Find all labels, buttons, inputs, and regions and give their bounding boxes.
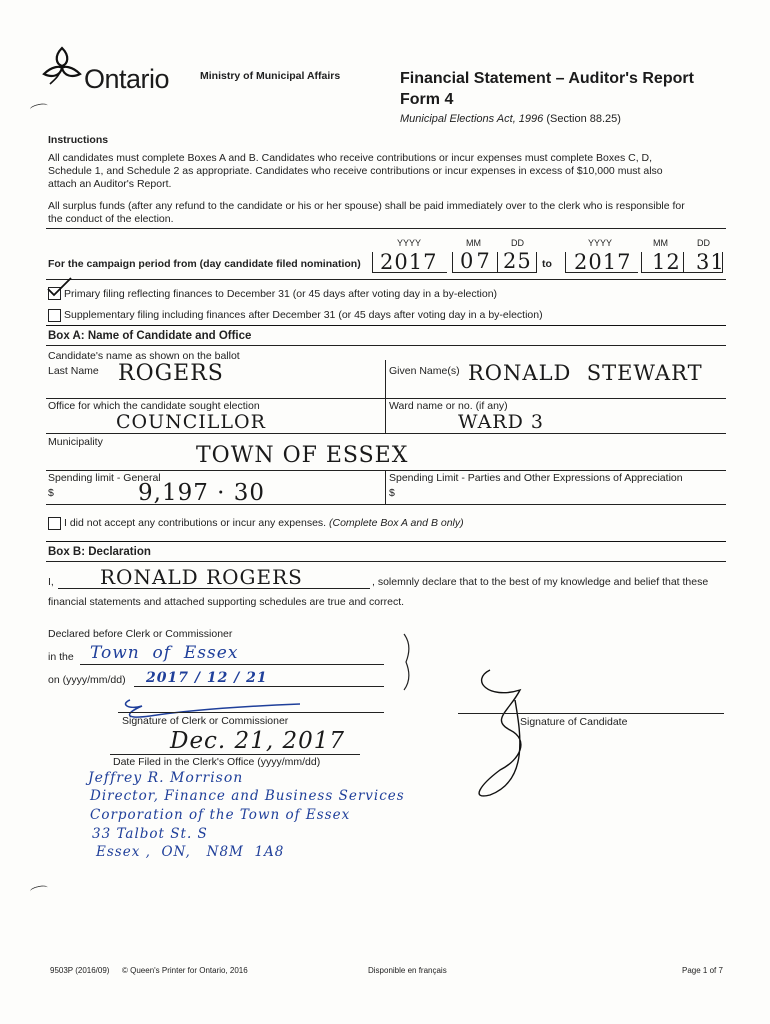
box-b-heading: Box B: Declaration	[48, 546, 151, 558]
supplementary-filing-checkbox[interactable]	[48, 309, 61, 322]
field-divider	[385, 470, 386, 504]
municipality-label: Municipality	[48, 436, 103, 448]
spending-general-label: Spending limit - General	[48, 472, 161, 484]
to-label: to	[542, 258, 552, 270]
declared-before-label: Declared before Clerk or Commissioner	[48, 628, 233, 640]
no-contributions-checkbox[interactable]	[48, 517, 61, 530]
on-date-label: on (yyyy/mm/dd)	[48, 674, 126, 686]
divider	[46, 504, 726, 505]
to-year-value: 2017	[574, 250, 632, 274]
form-number: 9503P (2016/09)	[50, 966, 110, 975]
page-number: Page 1 of 7	[682, 966, 723, 975]
instructions-para2	[48, 200, 738, 226]
clerk-stamp-line: Jeffrey R. Morrison	[88, 770, 244, 786]
instructions-para2-line2: the conduct of the election.	[48, 213, 174, 225]
declarant-line	[58, 588, 370, 589]
clerk-signature-line	[118, 712, 384, 713]
field-divider	[385, 360, 386, 400]
divider	[46, 345, 726, 346]
no-contributions-note: (Complete Box A and B only)	[329, 517, 464, 529]
form-title-line1: Financial Statement – Auditor's Report	[400, 70, 694, 87]
brace-mark	[400, 632, 414, 692]
primary-filing-label: Primary filing reflecting finances to December 31 (or 45 days after voting day in a by-election)	[64, 288, 498, 300]
date-col-label: YYYY	[588, 238, 613, 248]
divider	[46, 279, 726, 280]
no-contributions-text: I did not accept any contributions or incur any expenses.	[64, 517, 327, 529]
clerk-signature-label: Signature of Clerk or Commissioner	[122, 715, 289, 727]
ballot-name-label: Candidate's name as shown on the ballot	[48, 350, 240, 362]
date-filed-label: Date Filed in the Clerk's Office (yyyy/mm/dd)	[113, 756, 321, 768]
divider	[46, 541, 726, 542]
dollar-sign: $	[389, 487, 395, 499]
date-col-label: MM	[466, 238, 481, 248]
no-contributions-label	[64, 517, 464, 529]
divider	[46, 398, 726, 399]
divider	[46, 228, 726, 229]
declaration-i-label: I,	[48, 576, 54, 588]
given-name-value: RONALD STEWART	[468, 361, 703, 385]
divider	[46, 470, 726, 471]
field-divider	[385, 398, 386, 433]
declarant-name: RONALD ROGERS	[100, 565, 303, 589]
to-day-value: 31	[696, 250, 725, 274]
campaign-period-label: For the campaign period from (day candidate filed nomination)	[48, 258, 361, 270]
from-day-value: 25	[503, 249, 532, 273]
divider	[46, 433, 726, 434]
clerk-stamp-line: Director, Finance and Business Services	[90, 788, 405, 804]
date-col-label: DD	[511, 238, 524, 248]
spending-general-value: 9,197 · 30	[138, 480, 266, 506]
clerk-stamp-line: Essex , ON, N8M 1A8	[96, 844, 285, 860]
instructions-para1-line2: Schedule 1, and Schedule 2 as appropriate. Candidates who receive contributions or incur expenses in excess of $10,000 must also	[48, 165, 663, 177]
scan-mark	[29, 102, 48, 113]
trillium-icon	[40, 44, 86, 88]
declaration-text: , solemnly declare that to the best of my knowledge and belief that these	[372, 576, 709, 588]
supplementary-filing-label: Supplementary filing including finances after December 31 (or 45 days after voting day in a by-election)	[64, 309, 543, 321]
in-the-label: in the	[48, 651, 74, 663]
act-name: Municipal Elections Act, 1996	[400, 113, 544, 125]
given-name-label: Given Name(s)	[389, 365, 460, 377]
in-the-line	[80, 664, 384, 665]
instructions-para1-line1: All candidates must complete Boxes A and B. Candidates who receive contributions or incur expenses must complete Boxes C, D,	[48, 152, 653, 164]
divider	[46, 325, 726, 326]
date-col-label: DD	[697, 238, 710, 248]
office-label: Office for which the candidate sought election	[48, 400, 260, 412]
ontario-logo	[40, 44, 190, 94]
copyright: © Queen's Printer for Ontario, 2016	[122, 966, 248, 975]
ministry-name: Ministry of Municipal Affairs	[200, 70, 341, 82]
office-value: COUNCILLOR	[116, 411, 266, 433]
divider	[46, 561, 726, 562]
clerk-stamp-line: Corporation of the Town of Essex	[90, 807, 351, 823]
act-section: (Section 88.25)	[546, 113, 621, 125]
instructions-para1-line3: attach an Auditor's Report.	[48, 178, 172, 190]
last-name-label: Last Name	[48, 365, 99, 377]
instructions-para1	[48, 152, 728, 191]
spending-parties-label: Spending Limit - Parties and Other Expressions of Appreciation	[389, 472, 683, 484]
ward-value: WARD 3	[458, 411, 544, 433]
box-a-heading: Box A: Name of Candidate and Office	[48, 330, 252, 342]
date-filed-line	[110, 754, 360, 755]
on-date-value: 2017 / 12 / 21	[146, 670, 268, 686]
candidate-signature-label: Signature of Candidate	[520, 716, 628, 728]
form-title-line2: Form 4	[400, 91, 454, 108]
candidate-signature	[450, 660, 590, 800]
last-name-value: ROGERS	[118, 361, 224, 386]
form-title	[400, 68, 694, 110]
on-date-line	[134, 686, 384, 687]
instructions-heading: Instructions	[48, 134, 109, 146]
municipality-value: TOWN OF ESSEX	[196, 443, 409, 468]
to-month-value: 12	[652, 250, 681, 274]
in-the-value: Town of Essex	[90, 643, 239, 663]
logo-wordmark: Ontario	[84, 64, 170, 94]
from-year-value: 2017	[380, 250, 438, 274]
act-reference	[400, 113, 621, 125]
date-col-label: MM	[653, 238, 668, 248]
date-col-label: YYYY	[397, 238, 422, 248]
clerk-stamp-line: 33 Talbot St. S	[92, 826, 208, 842]
candidate-signature-line	[458, 713, 724, 714]
scan-mark	[29, 884, 48, 895]
ward-label: Ward name or no. (if any)	[389, 400, 508, 412]
from-month-value: 07	[460, 249, 493, 273]
declaration-text-line2: financial statements and attached supporting schedules are true and correct.	[48, 596, 405, 608]
instructions-para2-line1: All surplus funds (after any refund to the candidate or his or her spouse) shall be paid immediately over to the clerk who is responsible for	[48, 200, 685, 212]
date-filed-value: Dec. 21, 2017	[170, 728, 345, 754]
dollar-sign: $	[48, 487, 54, 499]
french-version-link[interactable]: Disponible en français	[368, 966, 447, 975]
